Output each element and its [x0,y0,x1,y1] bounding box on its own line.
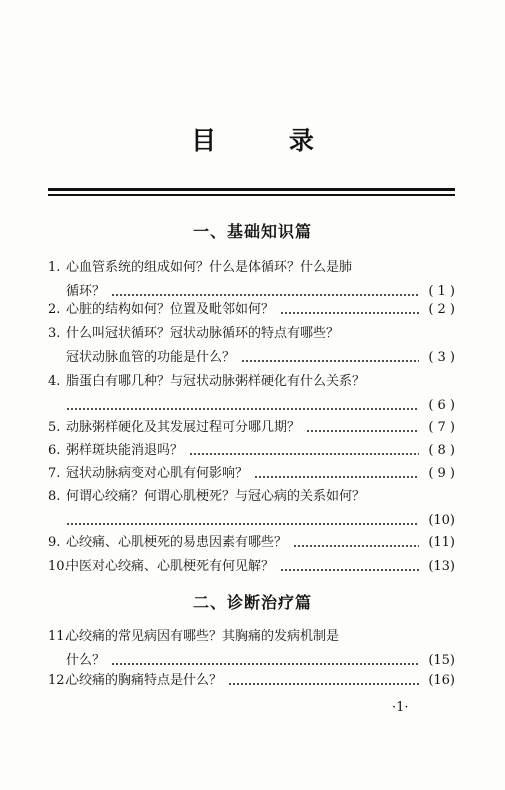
leader-dots [254,475,419,479]
leader-dots [111,293,419,297]
leader-dots [293,544,419,548]
entry-text: 中医对心绞痛、心肌梗死有何见解？ [66,559,275,574]
toc-entry[interactable] [48,439,455,463]
entry-text: 循环？ [66,284,106,299]
entry-number: 7. [48,466,61,481]
entry-page: ( 9 ) [428,466,455,481]
header-rule-thin [48,194,455,196]
entry-page: ( 3 ) [428,350,455,365]
entry-number: 11. [48,629,69,644]
entry-text: 心脏的结构如何？位置及毗邻如何？ [66,302,275,317]
entry-text: 脂蛋白有哪几种？与冠状动脉粥样硬化有什么关系？ [66,374,366,389]
entry-page: (13) [428,559,455,574]
toc-entry[interactable] [48,669,455,693]
section-title-diagnosis: 二、诊断治疗篇 [192,593,312,612]
toc-entry[interactable] [48,462,455,486]
toc-entry[interactable] [48,485,455,533]
entry-text: 什么叫冠状循环？冠状动脉循环的特点有哪些？ [66,326,340,341]
leader-dots [306,429,419,433]
toc-entry[interactable] [48,416,455,440]
entry-number: 10. [48,559,69,574]
entry-number: 2. [48,302,61,317]
entry-text: 心绞痛的常见病因有哪些？其胸痛的发病机制是 [66,629,340,644]
entry-page: ( 7 ) [428,420,455,435]
toc-entry[interactable] [48,555,455,579]
section-title-basics: 一、基础知识篇 [192,222,312,241]
entry-number: 6. [48,443,61,458]
entry-number: 12. [48,673,69,688]
entry-number: 8. [48,489,61,504]
entry-text: 粥样斑块能消退吗？ [66,443,184,458]
entry-text: 动脉粥样硬化及其发展过程可分哪几期？ [66,420,301,435]
toc-entry[interactable] [48,322,455,370]
entry-text: 何谓心绞痛？何谓心肌梗死？与冠心病的关系如何？ [66,489,366,504]
entry-text: 心绞痛的胸痛特点是什么？ [66,673,223,688]
leader-dots [280,568,419,572]
entry-text: 什么？ [66,653,106,668]
entry-text: 冠状动脉血管的功能是什么？ [66,350,236,365]
leader-dots [189,452,419,456]
header-rule-thick [48,188,455,191]
entry-text: 冠状动脉病变对心肌有何影响？ [66,466,249,481]
entry-number: 5. [48,420,61,435]
entry-page: (16) [428,673,455,688]
entry-number: 1. [48,260,61,275]
leader-dots [241,359,419,363]
toc-entry[interactable] [48,625,455,673]
entry-page: (10) [428,513,455,528]
toc-entry[interactable] [48,298,455,322]
leader-dots [111,662,419,666]
entry-text: 心血管系统的组成如何？什么是体循环？什么是肺 [66,260,353,275]
entry-page: ( 6 ) [428,398,455,413]
leader-dots [66,407,419,411]
entry-page: ( 2 ) [428,302,455,317]
entry-page: (15) [428,653,455,668]
leader-dots [280,311,419,315]
leader-dots [66,522,419,526]
entry-text: 心绞痛、心肌梗死的易患因素有哪些？ [66,535,288,550]
entry-page: (11) [428,535,455,550]
entry-page: ( 1 ) [428,284,455,299]
page-title: 目 录 [191,126,346,155]
entry-number: 9. [48,535,61,550]
entry-page: ( 8 ) [428,443,455,458]
toc-entry[interactable] [48,531,455,555]
toc-entry[interactable] [48,370,455,418]
page-number: ·1· [392,700,409,715]
entry-number: 4. [48,374,61,389]
entry-number: 3. [48,326,61,341]
leader-dots [228,682,419,686]
toc-entry[interactable] [48,256,455,304]
